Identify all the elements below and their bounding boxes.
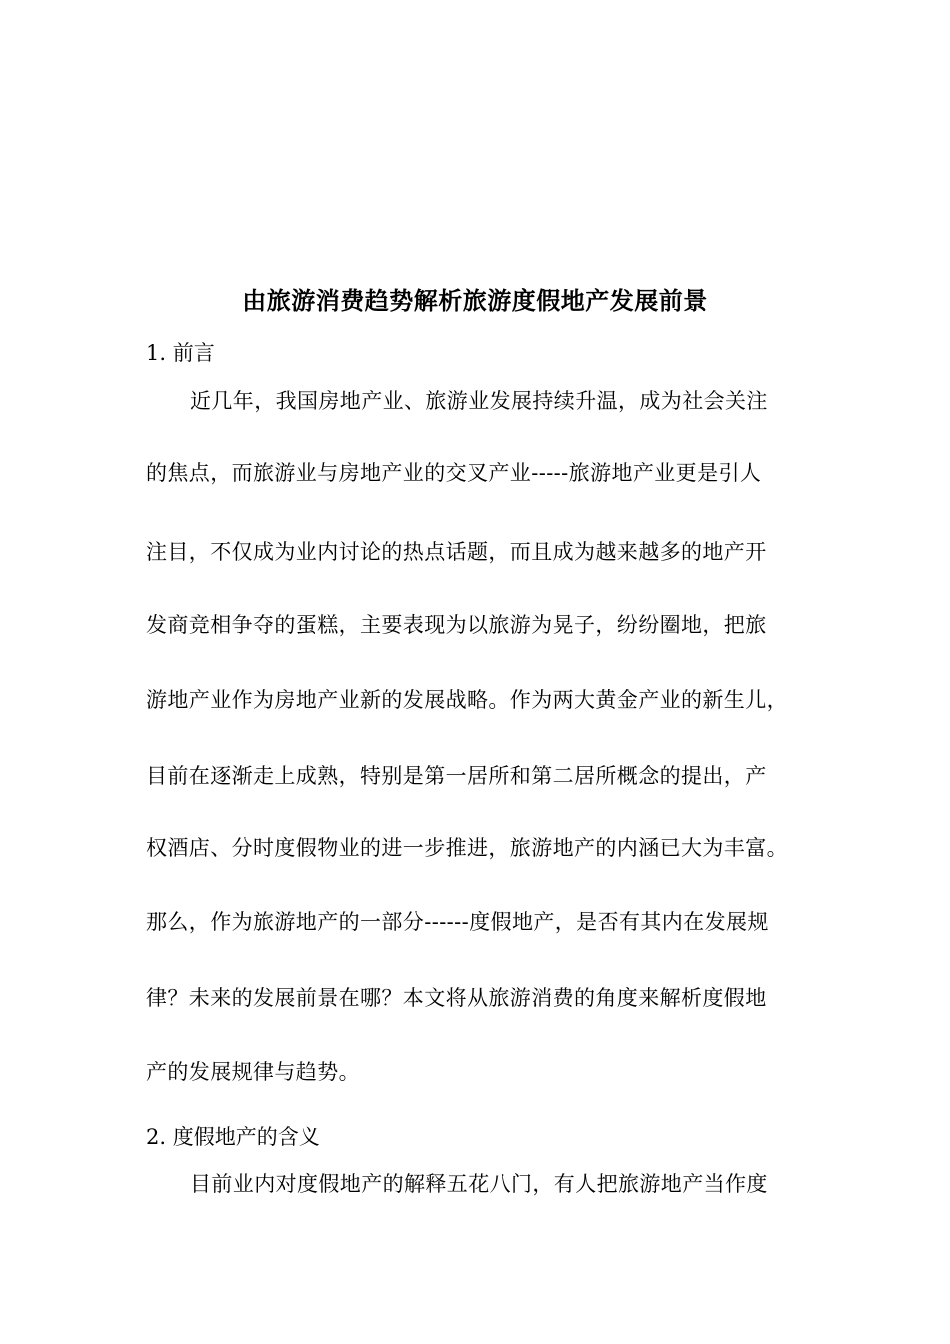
section-heading-definition: 2. 度假地产的含义 <box>146 1125 320 1149</box>
paragraph-line: 目前在逐渐走上成熟，特别是第一居所和第二居所概念的提出，产 <box>146 764 767 788</box>
section-heading-preface: 1. 前言 <box>146 341 215 365</box>
paragraph-line: 律？未来的发展前景在哪？本文将从旅游消费的角度来解析度假地 <box>146 986 767 1010</box>
paragraph-line: 目前业内对度假地产的解释五花八门，有人把旅游地产当作度 <box>190 1172 768 1196</box>
paragraph-line: 发商竞相争夺的蛋糕，主要表现为以旅游为晃子，纷纷圈地，把旅 <box>146 613 767 637</box>
paragraph-line: 产的发展规律与趋势。 <box>146 1060 360 1084</box>
document-title: 由旅游消费趋势解析旅游度假地产发展前景 <box>242 286 708 315</box>
paragraph-line: 注目，不仅成为业内讨论的热点话题，而且成为越来越多的地产开 <box>146 540 767 564</box>
paragraph-line: 游地产业作为房地产业新的发展战略。作为两大黄金产业的新生儿， <box>146 688 788 712</box>
paragraph-line: 的焦点，而旅游业与房地产业的交叉产业-----旅游地产业更是引人 <box>146 461 762 485</box>
paragraph-line: 权酒店、分时度假物业的进一步推进，旅游地产的内涵已大为丰富。 <box>146 836 788 860</box>
paragraph-line: 那么，作为旅游地产的一部分------度假地产，是否有其内在发展规 <box>146 910 769 934</box>
paragraph-line: 近几年，我国房地产业、旅游业发展持续升温，成为社会关注 <box>190 389 768 413</box>
